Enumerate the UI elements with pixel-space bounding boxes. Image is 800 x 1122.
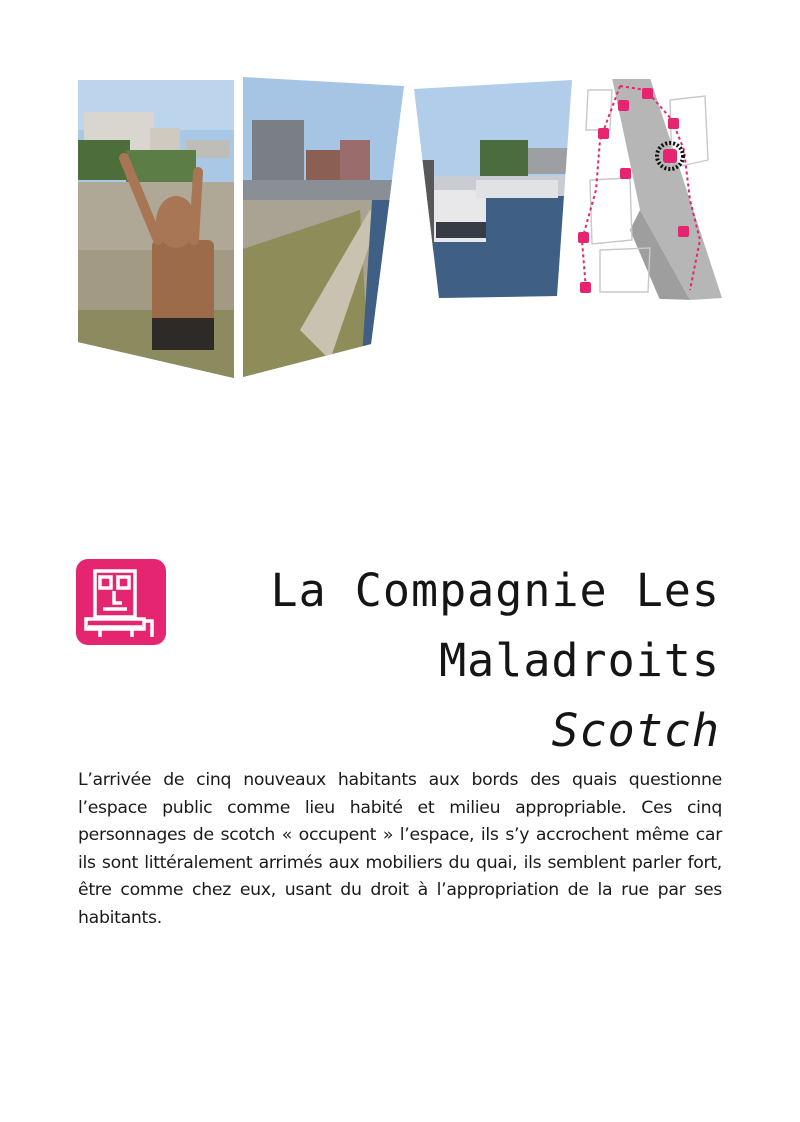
harbour-photo — [410, 75, 580, 306]
body-paragraph: L’arrivée de cinq nouveaux habitants aux bords des quais questionne l’espace public comme lieu habité et milieu appropriable. Ces cinq personnages de scotch « occupent » l’espace, ils s’y accrochent même car ils sont littéralement arrimés aux mobiliers du quai, ils semblent parler fort, être comme chez eux, usant du droit à l’appropriation de la rue par ses habitants. — [78, 770, 722, 928]
photo-strip — [0, 0, 800, 400]
title-line-2: Maladroits — [439, 634, 720, 687]
sculpture-photo — [70, 70, 250, 390]
quay-photo — [240, 70, 410, 390]
page-title — [160, 556, 720, 766]
title-line-1: La Compagnie Les — [270, 564, 720, 617]
scotch-character-icon — [76, 559, 166, 645]
site-map — [565, 75, 730, 305]
page-subtitle: Scotch — [551, 704, 720, 757]
